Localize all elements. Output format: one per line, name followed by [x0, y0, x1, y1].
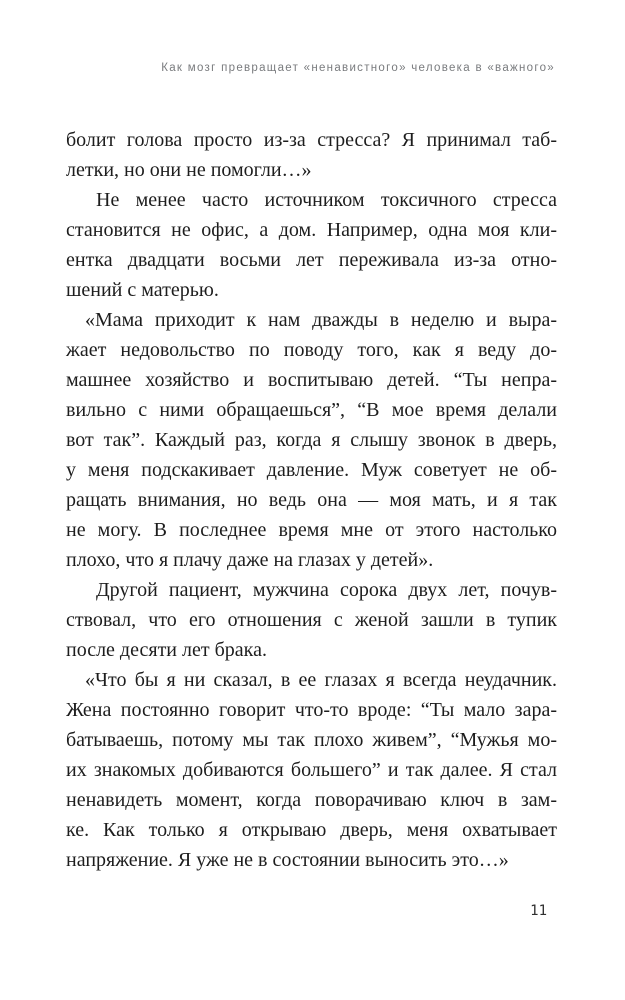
- text-line: у меня подскакивает давление. Муж советует не об-: [66, 459, 557, 481]
- text-line: вильно с ними обращаешься”, “В мое время делали: [66, 399, 557, 421]
- text-line: жает недовольство по поводу того, как я веду до-: [66, 339, 557, 361]
- text-line: «Что бы я ни сказал, в ее глазах я всегда неудачник.: [85, 669, 557, 691]
- text-line: ращать внимания, но ведь она — моя мать, и я так: [66, 489, 557, 511]
- text-line: болит голова просто из-за стресса? Я принимал таб-: [66, 129, 557, 151]
- running-header: Как мозг превращает «ненавистного» человека в «важного»: [161, 62, 555, 74]
- text-line: шений с матерью.: [66, 279, 219, 301]
- text-line: становится не офис, а дом. Например, одна моя кли-: [66, 219, 557, 241]
- text-line: батываешь, потому мы так плохо живем”, “Мужья мо-: [66, 729, 557, 751]
- page-number: 11: [530, 903, 547, 919]
- text-line: после десяти лет брака.: [66, 639, 267, 661]
- text-line: машнее хозяйство и воспитываю детей. “Ты непра-: [66, 369, 557, 391]
- text-line: ненавидеть момент, когда поворачиваю ключ в зам-: [66, 789, 557, 811]
- text-line: вот так”. Каждый раз, когда я слышу звонок в дверь,: [66, 429, 557, 451]
- text-line: Жена постоянно говорит что-то вроде: “Ты мало зара-: [66, 699, 557, 721]
- text-line: летки, но они не помогли…»: [66, 159, 312, 181]
- text-line: «Мама приходит к нам дважды в неделю и выра-: [85, 309, 557, 331]
- text-line: ентка двадцати восьми лет переживала из-за отно-: [66, 249, 557, 271]
- page-body-text: [66, 125, 557, 875]
- text-line: плохо, что я плачу даже на глазах у детей».: [66, 549, 434, 571]
- text-line: Не менее часто источником токсичного стресса: [96, 189, 557, 211]
- text-line: их знакомых добиваются большего” и так далее. Я стал: [66, 759, 557, 781]
- text-line: Другой пациент, мужчина сорока двух лет, почув-: [96, 579, 557, 601]
- text-line: ке. Как только я открываю дверь, меня охватывает: [66, 819, 557, 841]
- text-line: напряжение. Я уже не в состоянии выносить это…»: [66, 849, 509, 871]
- text-line: не могу. В последнее время мне от этого настолько: [66, 519, 557, 541]
- text-line: ствовал, что его отношения с женой зашли в тупик: [66, 609, 557, 631]
